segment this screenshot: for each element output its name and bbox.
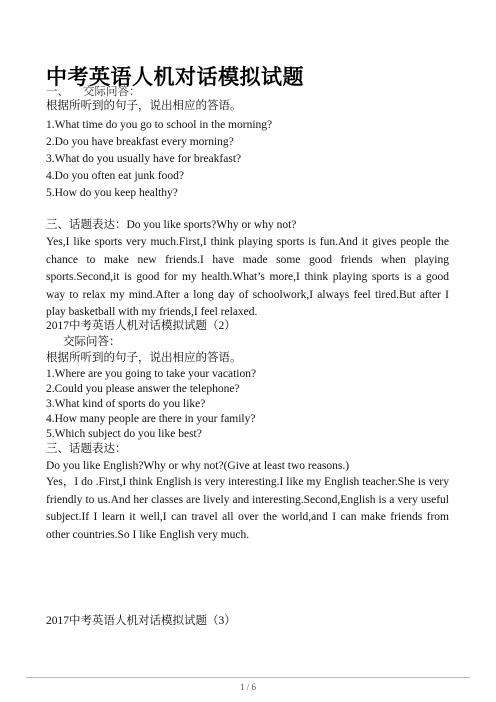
test2-title: 2017中考英语人机对话模拟试题（2） [46, 320, 236, 332]
section1-number: 一、 [46, 86, 69, 98]
test3-title: 2017中考英语人机对话模拟试题（3） [46, 615, 236, 627]
section3-answer: Yes,I like sports very much.First,I think playing sports is fun.And it gives people the chance to make new friends.I have made some good friends when playing sports.Second,it is good for my health.What’s more,I think playing sports is a good way to relax my mind.After a long day of schoolwork,I always feel tired.But after I play basketball with my friends,I feel relaxed. [46, 236, 449, 318]
test2-topic-heading: 三、话题表达： [46, 443, 127, 455]
section1-question-4: 4.Do you often eat junk food? [46, 170, 184, 182]
document-title: 中考英语人机对话模拟试题 [46, 65, 304, 89]
section1-question-5: 5.How do you keep healthy? [46, 187, 178, 199]
section3-heading: 三、话题表达：Do you like sports?Why or why not? [46, 219, 297, 231]
test2-question-4: 4.How many people are there in your family? [46, 413, 256, 425]
test2-instruction: 根据所听到的句子，说出相应的答语。 [46, 352, 242, 364]
section1-heading-text: 交际问答： [83, 86, 141, 98]
test2-question-5: 5.Which subject do you like best? [46, 428, 202, 440]
test2-heading: 交际问答： [63, 336, 121, 348]
page-number: 1 / 6 [239, 682, 256, 692]
section1-question-3: 3.What do you usually have for breakfast? [46, 153, 242, 165]
section1-instruction: 根据所听到的句子，说出相应的答语。 [46, 100, 242, 112]
test2-topic-question: Do you like English?Why or why not?(Give at least two reasons.) [46, 460, 350, 472]
test2-question-3: 3.What kind of sports do you like? [46, 398, 206, 410]
section1-question-2: 2.Do you have breakfast every morning? [46, 136, 234, 148]
footer-divider [26, 677, 470, 678]
test2-answer: Yes，I do .First,I think English is very interesting.I like my English teacher.She is very friendly to us.And her classes are lively and interesting.Second,English is a very useful subject.If I learn it well,I can travel all over the world,and I can make friends from other countries.So I like English very much. [46, 476, 449, 541]
section1-heading [46, 85, 141, 99]
test2-question-2: 2.Could you please answer the telephone? [46, 383, 240, 395]
section1-question-1: 1.What time do you go to school in the morning? [46, 119, 273, 131]
test2-question-1: 1.Where are you going to take your vacation? [46, 368, 257, 380]
